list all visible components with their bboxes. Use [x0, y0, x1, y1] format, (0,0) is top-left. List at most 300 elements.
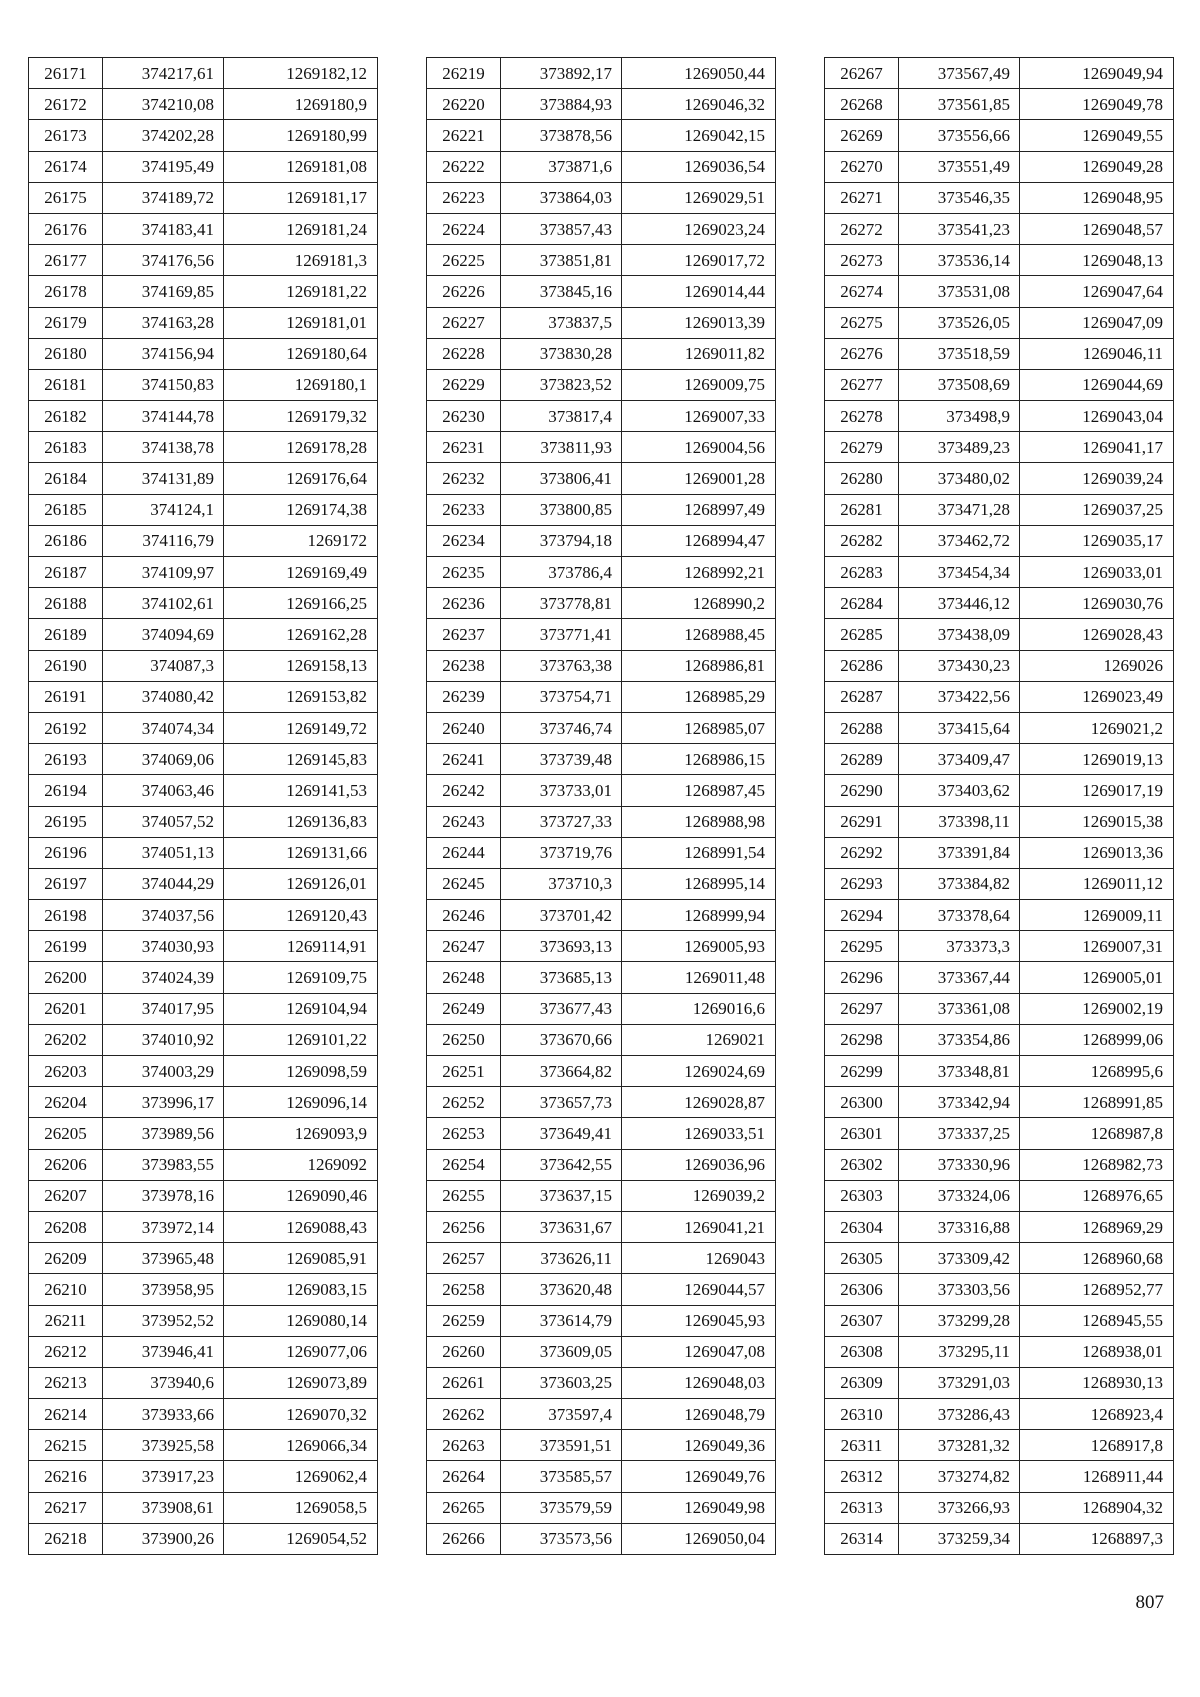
x-coordinate-cell: 373337,25: [899, 1118, 1020, 1149]
y-coordinate-cell: 1269080,14: [224, 1305, 378, 1336]
y-coordinate-cell: 1269149,72: [224, 712, 378, 743]
y-coordinate-cell: 1269050,04: [622, 1523, 776, 1554]
point-number-cell: 26311: [825, 1430, 899, 1461]
x-coordinate-cell: 373354,86: [899, 1024, 1020, 1055]
point-number-cell: 26231: [427, 432, 501, 463]
x-coordinate-cell: 373498,9: [899, 401, 1020, 432]
x-coordinate-cell: 373823,52: [501, 369, 622, 400]
y-coordinate-cell: 1268991,54: [622, 837, 776, 868]
x-coordinate-cell: 373556,66: [899, 120, 1020, 151]
x-coordinate-cell: 373642,55: [501, 1149, 622, 1180]
point-number-cell: 26222: [427, 151, 501, 182]
x-coordinate-cell: 373657,73: [501, 1087, 622, 1118]
table-row: [825, 245, 1174, 276]
x-coordinate-cell: 374024,39: [103, 962, 224, 993]
table-row: [427, 1180, 776, 1211]
y-coordinate-cell: 1269180,64: [224, 338, 378, 369]
table-row: [427, 650, 776, 681]
y-coordinate-cell: 1269004,56: [622, 432, 776, 463]
point-number-cell: 26259: [427, 1305, 501, 1336]
y-coordinate-cell: 1269009,11: [1020, 900, 1174, 931]
x-coordinate-cell: 373286,43: [899, 1399, 1020, 1430]
table-row: [29, 588, 378, 619]
point-number-cell: 26245: [427, 868, 501, 899]
x-coordinate-cell: 373609,05: [501, 1336, 622, 1367]
point-number-cell: 26253: [427, 1118, 501, 1149]
x-coordinate-cell: 373978,16: [103, 1180, 224, 1211]
x-coordinate-cell: 373778,81: [501, 588, 622, 619]
y-coordinate-cell: 1269153,82: [224, 681, 378, 712]
y-coordinate-cell: 1268945,55: [1020, 1305, 1174, 1336]
y-coordinate-cell: 1269017,19: [1020, 775, 1174, 806]
x-coordinate-cell: 373754,71: [501, 681, 622, 712]
point-number-cell: 26221: [427, 120, 501, 151]
table-row: [29, 89, 378, 120]
y-coordinate-cell: 1268986,15: [622, 744, 776, 775]
y-coordinate-cell: 1268992,21: [622, 557, 776, 588]
x-coordinate-cell: 373508,69: [899, 369, 1020, 400]
point-number-cell: 26210: [29, 1274, 103, 1305]
table-row: [825, 650, 1174, 681]
point-number-cell: 26291: [825, 806, 899, 837]
point-number-cell: 26298: [825, 1024, 899, 1055]
y-coordinate-cell: 1269039,2: [622, 1180, 776, 1211]
x-coordinate-cell: 373670,66: [501, 1024, 622, 1055]
y-coordinate-cell: 1268917,8: [1020, 1430, 1174, 1461]
y-coordinate-cell: 1269181,01: [224, 307, 378, 338]
point-number-cell: 26242: [427, 775, 501, 806]
x-coordinate-cell: 373281,32: [899, 1430, 1020, 1461]
y-coordinate-cell: 1269077,06: [224, 1336, 378, 1367]
table-row: [29, 463, 378, 494]
x-coordinate-cell: 373631,67: [501, 1211, 622, 1242]
table-row: [825, 89, 1174, 120]
y-coordinate-cell: 1269058,5: [224, 1492, 378, 1523]
y-coordinate-cell: 1268988,45: [622, 619, 776, 650]
table-row: [29, 619, 378, 650]
point-number-cell: 26282: [825, 525, 899, 556]
point-number-cell: 26241: [427, 744, 501, 775]
table-row: [427, 276, 776, 307]
x-coordinate-cell: 373561,85: [899, 89, 1020, 120]
x-coordinate-cell: 374069,06: [103, 744, 224, 775]
table-row: [825, 1336, 1174, 1367]
table-row: [825, 744, 1174, 775]
x-coordinate-cell: 374063,46: [103, 775, 224, 806]
y-coordinate-cell: 1269054,52: [224, 1523, 378, 1554]
x-coordinate-cell: 373771,41: [501, 619, 622, 650]
x-coordinate-cell: 374195,49: [103, 151, 224, 182]
point-number-cell: 26173: [29, 120, 103, 151]
table-row: [427, 1149, 776, 1180]
y-coordinate-cell: 1269049,55: [1020, 120, 1174, 151]
table-row: [825, 619, 1174, 650]
table-row: [29, 1274, 378, 1305]
table-row: [825, 588, 1174, 619]
y-coordinate-cell: 1268976,65: [1020, 1180, 1174, 1211]
point-number-cell: 26252: [427, 1087, 501, 1118]
x-coordinate-cell: 373531,08: [899, 276, 1020, 307]
table-row: [29, 1305, 378, 1336]
point-number-cell: 26294: [825, 900, 899, 931]
point-number-cell: 26187: [29, 557, 103, 588]
x-coordinate-cell: 374037,56: [103, 900, 224, 931]
point-number-cell: 26208: [29, 1211, 103, 1242]
x-coordinate-cell: 374150,83: [103, 369, 224, 400]
point-number-cell: 26232: [427, 463, 501, 494]
table-row: [825, 1211, 1174, 1242]
y-coordinate-cell: 1269049,36: [622, 1430, 776, 1461]
coordinate-table-2: [426, 57, 776, 1555]
table-row: [29, 213, 378, 244]
x-coordinate-cell: 373489,23: [899, 432, 1020, 463]
x-coordinate-cell: 373925,58: [103, 1430, 224, 1461]
y-coordinate-cell: 1269048,57: [1020, 213, 1174, 244]
table-row: [29, 494, 378, 525]
table-row: [427, 837, 776, 868]
x-coordinate-cell: 374163,28: [103, 307, 224, 338]
y-coordinate-cell: 1269120,43: [224, 900, 378, 931]
point-number-cell: 26190: [29, 650, 103, 681]
table-row: [427, 962, 776, 993]
x-coordinate-cell: 374109,97: [103, 557, 224, 588]
x-coordinate-cell: 373952,52: [103, 1305, 224, 1336]
table-row: [825, 962, 1174, 993]
table-row: [29, 525, 378, 556]
y-coordinate-cell: 1269062,4: [224, 1461, 378, 1492]
y-coordinate-cell: 1268938,01: [1020, 1336, 1174, 1367]
x-coordinate-cell: 373746,74: [501, 712, 622, 743]
table-row: [427, 1243, 776, 1274]
x-coordinate-cell: 374003,29: [103, 1056, 224, 1087]
y-coordinate-cell: 1269041,21: [622, 1211, 776, 1242]
table-row: [825, 1461, 1174, 1492]
table-row: [427, 58, 776, 89]
table-row: [427, 120, 776, 151]
y-coordinate-cell: 1269005,93: [622, 931, 776, 962]
point-number-cell: 26288: [825, 712, 899, 743]
x-coordinate-cell: 373817,4: [501, 401, 622, 432]
point-number-cell: 26199: [29, 931, 103, 962]
x-coordinate-cell: 373585,57: [501, 1461, 622, 1492]
y-coordinate-cell: 1269085,91: [224, 1243, 378, 1274]
table-row: [427, 494, 776, 525]
table-row: [427, 213, 776, 244]
y-coordinate-cell: 1269048,03: [622, 1367, 776, 1398]
y-coordinate-cell: 1269131,66: [224, 837, 378, 868]
table-row: [427, 1056, 776, 1087]
x-coordinate-cell: 374138,78: [103, 432, 224, 463]
y-coordinate-cell: 1269162,28: [224, 619, 378, 650]
table-row: [825, 712, 1174, 743]
point-number-cell: 26303: [825, 1180, 899, 1211]
table-row: [825, 151, 1174, 182]
table-row: [825, 120, 1174, 151]
y-coordinate-cell: 1269047,08: [622, 1336, 776, 1367]
x-coordinate-cell: 373965,48: [103, 1243, 224, 1274]
y-coordinate-cell: 1268995,14: [622, 868, 776, 899]
x-coordinate-cell: 374087,3: [103, 650, 224, 681]
point-number-cell: 26254: [427, 1149, 501, 1180]
x-coordinate-cell: 373626,11: [501, 1243, 622, 1274]
point-number-cell: 26276: [825, 338, 899, 369]
x-coordinate-cell: 373794,18: [501, 525, 622, 556]
x-coordinate-cell: 373800,85: [501, 494, 622, 525]
y-coordinate-cell: 1269049,78: [1020, 89, 1174, 120]
table-row: [29, 1367, 378, 1398]
y-coordinate-cell: 1269045,93: [622, 1305, 776, 1336]
x-coordinate-cell: 373378,64: [899, 900, 1020, 931]
point-number-cell: 26191: [29, 681, 103, 712]
table-row: [825, 58, 1174, 89]
table-row: [427, 900, 776, 931]
table-row: [825, 775, 1174, 806]
point-number-cell: 26283: [825, 557, 899, 588]
table-row: [427, 307, 776, 338]
x-coordinate-cell: 373536,14: [899, 245, 1020, 276]
point-number-cell: 26193: [29, 744, 103, 775]
table-row: [427, 993, 776, 1024]
x-coordinate-cell: 373871,6: [501, 151, 622, 182]
x-coordinate-cell: 374051,13: [103, 837, 224, 868]
x-coordinate-cell: 373946,41: [103, 1336, 224, 1367]
point-number-cell: 26313: [825, 1492, 899, 1523]
y-coordinate-cell: 1269016,6: [622, 993, 776, 1024]
table-row: [29, 1180, 378, 1211]
x-coordinate-cell: 373342,94: [899, 1087, 1020, 1118]
x-coordinate-cell: 373763,38: [501, 650, 622, 681]
x-coordinate-cell: 373409,47: [899, 744, 1020, 775]
x-coordinate-cell: 373917,23: [103, 1461, 224, 1492]
table-row: [29, 1492, 378, 1523]
point-number-cell: 26220: [427, 89, 501, 120]
y-coordinate-cell: 1268994,47: [622, 525, 776, 556]
x-coordinate-cell: 373367,44: [899, 962, 1020, 993]
x-coordinate-cell: 374210,08: [103, 89, 224, 120]
point-number-cell: 26227: [427, 307, 501, 338]
y-coordinate-cell: 1269049,28: [1020, 151, 1174, 182]
y-coordinate-cell: 1268987,8: [1020, 1118, 1174, 1149]
x-coordinate-cell: 373348,81: [899, 1056, 1020, 1087]
x-coordinate-cell: 373373,3: [899, 931, 1020, 962]
x-coordinate-cell: 373274,82: [899, 1461, 1020, 1492]
table-row: [427, 369, 776, 400]
x-coordinate-cell: 374217,61: [103, 58, 224, 89]
y-coordinate-cell: 1269049,94: [1020, 58, 1174, 89]
table-row: [427, 463, 776, 494]
x-coordinate-cell: 373900,26: [103, 1523, 224, 1554]
x-coordinate-cell: 373701,42: [501, 900, 622, 931]
x-coordinate-cell: 373845,16: [501, 276, 622, 307]
y-coordinate-cell: 1269042,15: [622, 120, 776, 151]
table-row: [825, 1305, 1174, 1336]
point-number-cell: 26172: [29, 89, 103, 120]
y-coordinate-cell: 1269114,91: [224, 931, 378, 962]
table-row: [825, 1274, 1174, 1305]
point-number-cell: 26292: [825, 837, 899, 868]
y-coordinate-cell: 1269021: [622, 1024, 776, 1055]
point-number-cell: 26233: [427, 494, 501, 525]
x-coordinate-cell: 373597,4: [501, 1399, 622, 1430]
y-coordinate-cell: 1269046,11: [1020, 338, 1174, 369]
table-row: [29, 962, 378, 993]
y-coordinate-cell: 1269021,2: [1020, 712, 1174, 743]
point-number-cell: 26244: [427, 837, 501, 868]
table-row: [427, 245, 776, 276]
point-number-cell: 26204: [29, 1087, 103, 1118]
x-coordinate-cell: 373614,79: [501, 1305, 622, 1336]
x-coordinate-cell: 373996,17: [103, 1087, 224, 1118]
point-number-cell: 26218: [29, 1523, 103, 1554]
x-coordinate-cell: 373811,93: [501, 432, 622, 463]
table-row: [825, 307, 1174, 338]
y-coordinate-cell: 1268960,68: [1020, 1243, 1174, 1274]
point-number-cell: 26217: [29, 1492, 103, 1523]
point-number-cell: 26179: [29, 307, 103, 338]
y-coordinate-cell: 1268952,77: [1020, 1274, 1174, 1305]
y-coordinate-cell: 1269049,98: [622, 1492, 776, 1523]
x-coordinate-cell: 373727,33: [501, 806, 622, 837]
point-number-cell: 26237: [427, 619, 501, 650]
table-row: [825, 1367, 1174, 1398]
x-coordinate-cell: 374156,94: [103, 338, 224, 369]
y-coordinate-cell: 1268930,13: [1020, 1367, 1174, 1398]
y-coordinate-cell: 1269047,64: [1020, 276, 1174, 307]
y-coordinate-cell: 1268923,4: [1020, 1399, 1174, 1430]
y-coordinate-cell: 1269180,99: [224, 120, 378, 151]
table-row: [29, 58, 378, 89]
x-coordinate-cell: 374057,52: [103, 806, 224, 837]
table-row: [825, 837, 1174, 868]
table-row: [825, 525, 1174, 556]
point-number-cell: 26297: [825, 993, 899, 1024]
point-number-cell: 26249: [427, 993, 501, 1024]
x-coordinate-cell: 373361,08: [899, 993, 1020, 1024]
x-coordinate-cell: 374030,93: [103, 931, 224, 962]
point-number-cell: 26185: [29, 494, 103, 525]
x-coordinate-cell: 373884,93: [501, 89, 622, 120]
y-coordinate-cell: 1269037,25: [1020, 494, 1174, 525]
point-number-cell: 26300: [825, 1087, 899, 1118]
x-coordinate-cell: 373710,3: [501, 868, 622, 899]
y-coordinate-cell: 1269028,87: [622, 1087, 776, 1118]
y-coordinate-cell: 1269011,48: [622, 962, 776, 993]
y-coordinate-cell: 1268985,07: [622, 712, 776, 743]
point-number-cell: 26216: [29, 1461, 103, 1492]
y-coordinate-cell: 1269047,09: [1020, 307, 1174, 338]
coordinate-table-3: [824, 57, 1174, 1555]
point-number-cell: 26271: [825, 182, 899, 213]
point-number-cell: 26189: [29, 619, 103, 650]
point-number-cell: 26194: [29, 775, 103, 806]
y-coordinate-cell: 1269007,31: [1020, 931, 1174, 962]
y-coordinate-cell: 1269014,44: [622, 276, 776, 307]
table-row: [427, 1211, 776, 1242]
y-coordinate-cell: 1269039,24: [1020, 463, 1174, 494]
table-row: [29, 1399, 378, 1430]
point-number-cell: 26207: [29, 1180, 103, 1211]
table-row: [29, 681, 378, 712]
y-coordinate-cell: 1269180,1: [224, 369, 378, 400]
y-coordinate-cell: 1269181,3: [224, 245, 378, 276]
table-row: [427, 712, 776, 743]
table-row: [29, 151, 378, 182]
x-coordinate-cell: 373403,62: [899, 775, 1020, 806]
x-coordinate-cell: 373573,56: [501, 1523, 622, 1554]
x-coordinate-cell: 373324,06: [899, 1180, 1020, 1211]
point-number-cell: 26178: [29, 276, 103, 307]
table-row: [825, 432, 1174, 463]
point-number-cell: 26314: [825, 1523, 899, 1554]
y-coordinate-cell: 1269011,12: [1020, 868, 1174, 899]
x-coordinate-cell: 373940,6: [103, 1367, 224, 1398]
point-number-cell: 26251: [427, 1056, 501, 1087]
point-number-cell: 26246: [427, 900, 501, 931]
table-row: [427, 775, 776, 806]
point-number-cell: 26286: [825, 650, 899, 681]
y-coordinate-cell: 1269033,51: [622, 1118, 776, 1149]
table-row: [427, 868, 776, 899]
table-row: [427, 1087, 776, 1118]
table-row: [29, 1211, 378, 1242]
y-coordinate-cell: 1268999,94: [622, 900, 776, 931]
point-number-cell: 26250: [427, 1024, 501, 1055]
x-coordinate-cell: 373266,93: [899, 1492, 1020, 1523]
table-row: [825, 182, 1174, 213]
x-coordinate-cell: 373316,88: [899, 1211, 1020, 1242]
x-coordinate-cell: 373806,41: [501, 463, 622, 494]
point-number-cell: 26184: [29, 463, 103, 494]
x-coordinate-cell: 373526,05: [899, 307, 1020, 338]
point-number-cell: 26188: [29, 588, 103, 619]
y-coordinate-cell: 1269174,38: [224, 494, 378, 525]
point-number-cell: 26277: [825, 369, 899, 400]
table-row: [427, 1523, 776, 1554]
table-row: [825, 1056, 1174, 1087]
table-row: [29, 837, 378, 868]
table-row: [29, 432, 378, 463]
table-row: [825, 338, 1174, 369]
point-number-cell: 26228: [427, 338, 501, 369]
x-coordinate-cell: 373480,02: [899, 463, 1020, 494]
y-coordinate-cell: 1269046,32: [622, 89, 776, 120]
point-number-cell: 26214: [29, 1399, 103, 1430]
table-row: [29, 650, 378, 681]
table-row: [29, 1461, 378, 1492]
x-coordinate-cell: 373591,51: [501, 1430, 622, 1461]
point-number-cell: 26226: [427, 276, 501, 307]
x-coordinate-cell: 374102,61: [103, 588, 224, 619]
y-coordinate-cell: 1269035,17: [1020, 525, 1174, 556]
y-coordinate-cell: 1269098,59: [224, 1056, 378, 1087]
x-coordinate-cell: 373303,56: [899, 1274, 1020, 1305]
y-coordinate-cell: 1269101,22: [224, 1024, 378, 1055]
x-coordinate-cell: 373677,43: [501, 993, 622, 1024]
table-row: [825, 494, 1174, 525]
point-number-cell: 26211: [29, 1305, 103, 1336]
x-coordinate-cell: 373446,12: [899, 588, 1020, 619]
x-coordinate-cell: 373857,43: [501, 213, 622, 244]
table-row: [29, 1118, 378, 1149]
table-row: [825, 993, 1174, 1024]
table-row: [29, 557, 378, 588]
x-coordinate-cell: 373454,34: [899, 557, 1020, 588]
x-coordinate-cell: 373551,49: [899, 151, 1020, 182]
table-row: [427, 744, 776, 775]
x-coordinate-cell: 373983,55: [103, 1149, 224, 1180]
y-coordinate-cell: 1269178,28: [224, 432, 378, 463]
table-row: [29, 1149, 378, 1180]
